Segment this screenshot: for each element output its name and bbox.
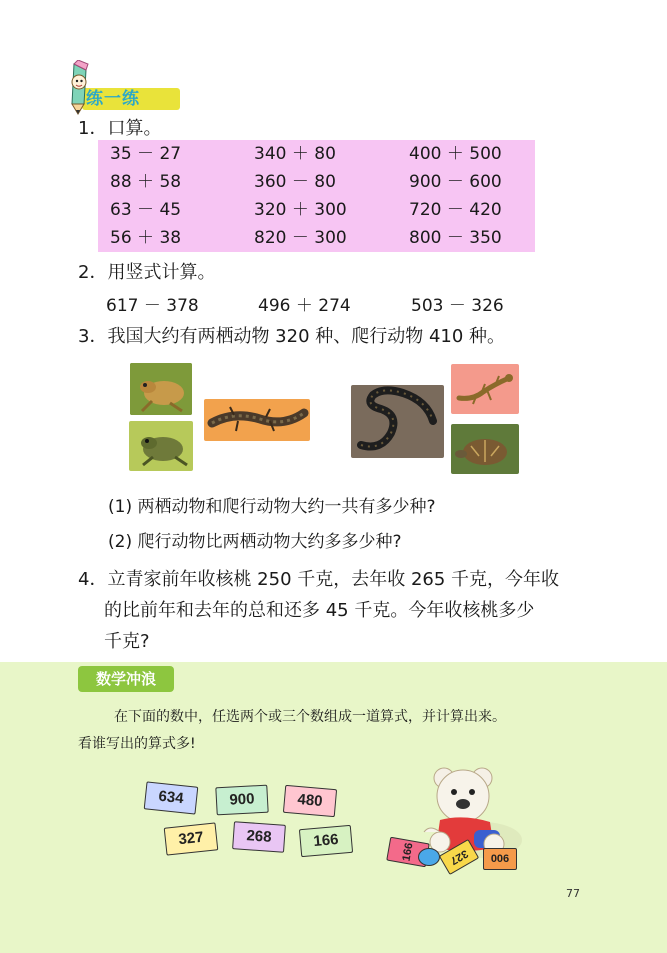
q1-title: 1．口算。 [78, 118, 162, 139]
number-card: 166 [299, 825, 353, 857]
q4-line2: 的比前年和去年的总和还多 45 千克。今年收核桃多少 [104, 600, 535, 621]
number-card: 268 [232, 821, 286, 853]
tortoise-photo [451, 424, 519, 474]
calc-item: 35 － 27 [110, 144, 182, 164]
salamander-photo [204, 399, 310, 441]
calc-item: 900 － 600 [409, 172, 502, 192]
badge-label: 练一练 [86, 89, 140, 109]
vertical-calc-item: 503 － 326 [411, 296, 504, 316]
vertical-calc-item: 496 ＋ 274 [258, 296, 351, 316]
bear-card: 166 [386, 837, 430, 868]
section-tag [78, 666, 174, 692]
calc-item: 340 ＋ 80 [254, 144, 336, 164]
blue-card-icon [418, 848, 440, 866]
calc-item: 360 － 80 [254, 172, 336, 192]
number-card: 327 [164, 822, 219, 855]
practice-badge [62, 60, 182, 116]
frog-photo-2 [129, 421, 193, 471]
q3-title: 3．我国大约有两栖动物 320 种、爬行动物 410 种。 [78, 326, 506, 347]
calc-item: 820 － 300 [254, 228, 347, 248]
bear-card: 006 [483, 848, 517, 870]
page-number: 77 [566, 887, 580, 900]
calc-item: 56 ＋ 38 [110, 228, 182, 248]
q3-sub1: (1) 两栖动物和爬行动物大约一共有多少种? [108, 497, 436, 517]
calc-item: 320 ＋ 300 [254, 200, 347, 220]
lizard-photo [451, 364, 519, 414]
frog-photo-1 [130, 363, 192, 415]
q2-title: 2．用竖式计算。 [78, 262, 216, 283]
snake-photo [351, 385, 444, 458]
calc-item: 88 ＋ 58 [110, 172, 182, 192]
mental-math-box [98, 140, 535, 252]
calc-item: 800 － 350 [409, 228, 502, 248]
q3-sub2: (2) 爬行动物比两栖动物大约多多少种? [108, 532, 402, 552]
q4-line1: 4．立青家前年收核桃 250 千克，去年收 265 千克，今年收 [78, 569, 560, 590]
number-card: 900 [215, 785, 268, 816]
q4-line3: 千克? [104, 631, 150, 652]
calc-item: 63 － 45 [110, 200, 182, 220]
number-card: 634 [144, 781, 199, 814]
bear-card: 327 [439, 839, 479, 875]
vertical-calc-item: 617 － 378 [106, 296, 199, 316]
section-paragraph-line1: 在下面的数中，任选两个或三个数组成一道算式，并计算出来。 [114, 709, 506, 725]
section-paragraph-line2: 看谁写出的算式多! [78, 736, 196, 752]
calc-item: 400 ＋ 500 [409, 144, 502, 164]
number-card: 480 [283, 785, 337, 817]
section-title: 数学冲浪 [95, 670, 156, 688]
calc-item: 720 － 420 [409, 200, 502, 220]
